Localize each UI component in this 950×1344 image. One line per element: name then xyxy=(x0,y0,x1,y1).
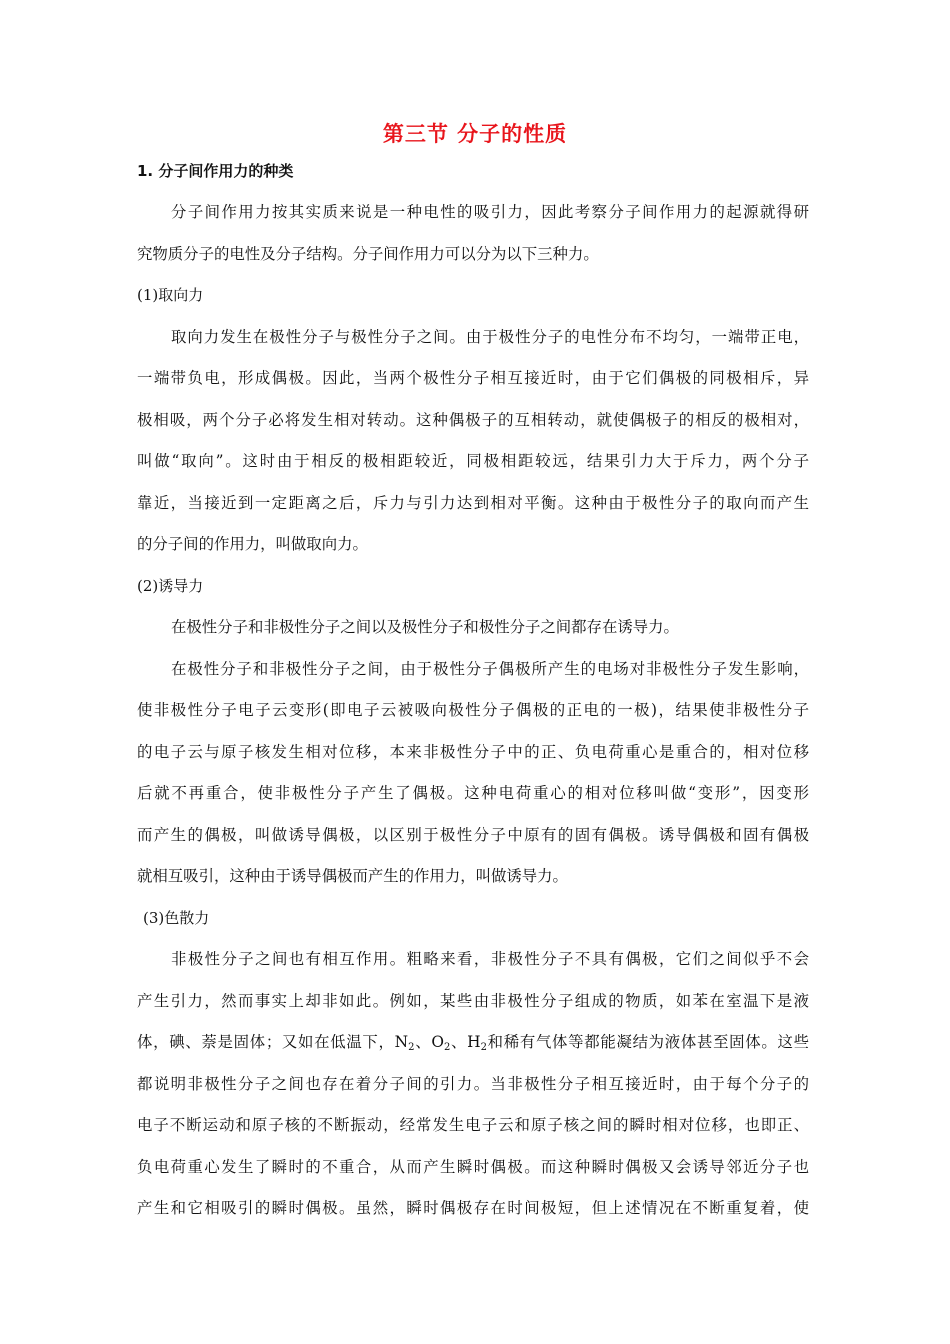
paragraph-line: 而产生的偶极，叫做诱导偶极，以区别于极性分子中原有的固有偶极。诱导偶极和固有偶极 xyxy=(137,825,809,844)
subsection-heading-induction: (2)诱导力 xyxy=(137,576,204,595)
paragraph-line: 的电子云与原子核发生相对位移，本来非极性分子中的正、负电荷重心是重合的，相对位移 xyxy=(137,742,809,761)
paragraph-line: 一端带负电，形成偶极。因此，当两个极性分子相互接近时，由于它们偶极的同极相斥，异 xyxy=(137,369,809,387)
paragraph-line: 取向力发生在极性分子与极性分子之间。由于极性分子的电性分布不均匀，一端带正电， xyxy=(171,327,809,346)
paragraph-line: 分子间作用力按其实质来说是一种电性的吸引力，因此考察分子间作用力的起源就得研 xyxy=(171,203,809,221)
paragraph-line: 产生和它相吸引的瞬时偶极。虽然，瞬时偶极存在时间极短，但上述情况在不断重复着，使 xyxy=(137,1199,809,1217)
paragraph-line: 产生引力，然而事实上却非如此。例如，某些由非极性分子组成的物质，如苯在室温下是液 xyxy=(137,991,809,1010)
document-body xyxy=(137,192,809,1230)
paragraph-line: 究物质分子的电性及分子结构。分子间作用力可以分为以下三种力。 xyxy=(137,244,599,263)
paragraph-line: 在极性分子和非极性分子之间以及极性分子和极性分子之间都存在诱导力。 xyxy=(171,618,679,636)
subsection-heading-dispersion: (3)色散力 xyxy=(143,908,210,927)
paragraph-line: 在极性分子和非极性分子之间，由于极性分子偶极所产生的电场对非极性分子发生影响， xyxy=(171,659,809,678)
section-heading: 1. 分子间作用力的种类 xyxy=(137,162,294,180)
paragraph-line-with-formulas: 体，碘、萘是固体；又如在低温下，$N_2$、$O_2$、$H_2$和稀有气体等都能凝结为液体甚至固体。这些 xyxy=(137,1033,809,1053)
paragraph-line: 电子不断运动和原子核的不断振动，经常发生电子云和原子核之间的瞬时相对位移，也即正、 xyxy=(137,1116,809,1134)
paragraph-line: 非极性分子之间也有相互作用。粗略来看，非极性分子不具有偶极，它们之间似乎不会 xyxy=(171,950,809,968)
subsection-heading-orientation: (1)取向力 xyxy=(137,286,204,304)
formula-h2: $H_2$ xyxy=(467,1033,487,1053)
text-run: 体，碘、萘是固体；又如在低温下， xyxy=(137,1033,395,1051)
paragraph-line: 叫做“取向”。这时由于相反的极相距较近，同极相距较远，结果引力大于斥力，两个分子 xyxy=(137,452,809,470)
text-run: 和稀有气体等都能凝结为液体甚至固体。这些 xyxy=(486,1033,809,1051)
paragraph-line: 使非极性分子电子云变形(即电子云被吸向极性分子偶极的正电的一极)，结果使非极性分子 xyxy=(137,701,809,719)
paragraph-line: 负电荷重心发生了瞬时的不重合，从而产生瞬时偶极。而这种瞬时偶极又会诱导邻近分子也 xyxy=(137,1157,809,1176)
paragraph-line: 都说明非极性分子之间也存在着分子间的引力。当非极性分子相互接近时，由于每个分子的 xyxy=(137,1074,809,1093)
paragraph-line: 靠近，当接近到一定距离之后，斥力与引力达到相对平衡。这种由于极性分子的取向而产生 xyxy=(137,493,809,512)
formula-o2: $O_2$ xyxy=(431,1033,451,1053)
formula-n2: $N_2$ xyxy=(394,1033,415,1053)
page-title: 第三节 分子的性质 xyxy=(382,122,568,146)
paragraph-line: 就相互吸引，这种由于诱导偶极而产生的作用力，叫做诱导力。 xyxy=(137,867,568,885)
paragraph-line: 后就不再重合，使非极性分子产生了偶极。这种电荷重心的相对位移叫做“变形”，因变形 xyxy=(137,784,809,802)
paragraph-line: 的分子间的作用力，叫做取向力。 xyxy=(137,535,368,553)
paragraph-line: 极相吸，两个分子必将发生相对转动。这种偶极子的互相转动，就使偶极子的相反的极相对， xyxy=(137,410,809,429)
